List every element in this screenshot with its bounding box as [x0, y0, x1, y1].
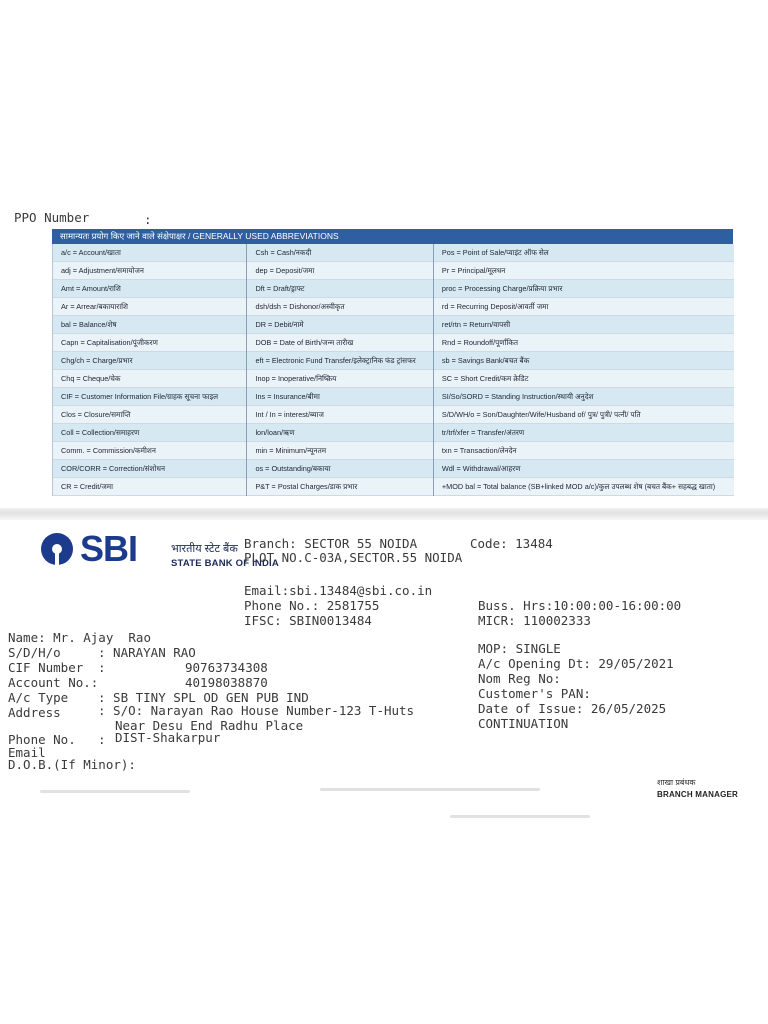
- abbreviation-cell: Capn = Capitalisation/पूंजीकरण: [53, 334, 246, 352]
- abbreviation-cell: Ins = Insurance/बीमा: [247, 388, 432, 406]
- cif-value: 90763734308: [185, 660, 268, 675]
- relation-value: : NARAYAN RAO: [98, 645, 196, 660]
- abbreviations-header: सामान्यतः प्रयोग किए जाने वाले संक्षेपाक्षर / GENERALLY USED ABBREVIATIONS: [52, 229, 733, 244]
- customer-pan: Customer's PAN:: [478, 686, 591, 701]
- abbreviation-cell: dsh/dsh = Dishonor/अस्वीकृत: [247, 298, 432, 316]
- abbreviation-cell: sb = Savings Bank/बचत बैंक: [434, 352, 734, 370]
- abbreviation-cell: S/D/WH/o = Son/Daughter/Wife/Husband of/ पुत्र/ पुत्री/ पत्नी/ पति: [434, 406, 734, 424]
- abbreviation-cell: Pr = Principal/मूलधन: [434, 262, 734, 280]
- sbi-logo-icon: [40, 532, 74, 566]
- continuation-note: CONTINUATION: [478, 716, 569, 731]
- abbreviations-column-2: [246, 244, 432, 496]
- abbreviation-cell: Chq = Cheque/चेक: [53, 370, 246, 388]
- abbreviation-cell: DR = Debit/नामे: [247, 316, 432, 334]
- phone-label: Phone No.: [8, 732, 76, 747]
- abbreviation-cell: lon/loan/ऋण: [247, 424, 432, 442]
- abbreviation-cell: Pos = Point of Sale/प्वाइंट ऑफ सेल: [434, 244, 734, 262]
- date-of-issue: Date of Issue: 26/05/2025: [478, 701, 667, 716]
- abbreviation-cell: Ar = Arrear/बकायाराशि: [53, 298, 246, 316]
- abbreviation-cell: Inop = Inoperative/निष्क्रिय: [247, 370, 432, 388]
- account-opening-date: A/c Opening Dt: 29/05/2021: [478, 656, 674, 671]
- branch-code: Code: 13484: [470, 536, 553, 551]
- bank-name-english: STATE BANK OF INDIA: [171, 558, 279, 569]
- email-label: Email: [8, 745, 46, 760]
- account-number-value: 40198038870: [185, 675, 268, 690]
- dob-label: D.O.B.(If Minor):: [8, 757, 136, 772]
- abbreviation-cell: bal = Balance/शेष: [53, 316, 246, 334]
- print-smudge: [450, 815, 590, 818]
- abbreviation-cell: Dft = Draft/ड्राफ्ट: [247, 280, 432, 298]
- abbreviations-column-1: [53, 244, 246, 496]
- abbreviation-cell: eft = Electronic Fund Transfer/इलेक्ट्रानिक फंड ट्रांसफर: [247, 352, 432, 370]
- abbreviation-cell: CIF = Customer Information File/ग्राहक सूचना फाइल: [53, 388, 246, 406]
- abbreviation-cell: SC = Short Credit/कम क्रेडिट: [434, 370, 734, 388]
- abbreviation-cell: adj = Adjustment/समायोजन: [53, 262, 246, 280]
- print-smudge: [40, 790, 190, 793]
- abbreviation-cell: Rnd = Roundoff/पूर्णांकित: [434, 334, 734, 352]
- business-hours: Buss. Hrs:10:00:00-16:00:00: [478, 598, 682, 613]
- abbreviation-cell: P&T = Postal Charges/डाक प्रभार: [247, 478, 432, 496]
- customer-name: Name: Mr. Ajay Rao: [8, 630, 151, 645]
- paper-fold: [0, 508, 768, 520]
- abbreviations-table: [52, 244, 734, 496]
- abbreviation-cell: Clos = Closure/समाप्ति: [53, 406, 246, 424]
- branch-micr: MICR: 110002333: [478, 613, 591, 628]
- abbreviation-cell: rd = Recurring Deposit/आवर्ती जमा: [434, 298, 734, 316]
- address-label: Address: [8, 705, 61, 720]
- branch-phone: Phone No.: 2581755: [244, 598, 380, 613]
- abbreviation-cell: +MOD bal = Total balance (SB+linked MOD a/c)/कुल उपलब्ध शेष (बचत बैंक+ सहबद्ध खाता): [434, 478, 734, 496]
- bank-name-hindi: भारतीय स्टेट बैंक: [171, 543, 238, 555]
- abbreviation-cell: txn = Transaction/लेनदेन: [434, 442, 734, 460]
- address-line-1: : S/O: Narayan Rao House Number-123 T-Huts: [98, 703, 415, 718]
- abbreviation-cell: tr/trf/xfer = Transfer/अंतरण: [434, 424, 734, 442]
- abbreviation-cell: CR = Credit/जमा: [53, 478, 246, 496]
- phone-colon: :: [98, 732, 106, 747]
- account-type-label: A/c Type: [8, 690, 69, 705]
- branch-email: Email:sbi.13484@sbi.co.in: [244, 583, 433, 598]
- address-line-2: Near Desu End Radhu Place: [115, 718, 304, 733]
- mode-of-operation: MOP: SINGLE: [478, 641, 561, 656]
- abbreviation-cell: Chg/ch = Charge/प्रभार: [53, 352, 246, 370]
- abbreviation-cell: COR/CORR = Correction/संशोधन: [53, 460, 246, 478]
- abbreviation-cell: Amt = Amount/राशि: [53, 280, 246, 298]
- branch-ifsc: IFSC: SBIN0013484: [244, 613, 372, 628]
- abbreviation-cell: SI/So/SORD = Standing Instruction/स्थायी अनुदेश: [434, 388, 734, 406]
- abbreviation-cell: Coll = Collection/समाहरण: [53, 424, 246, 442]
- account-number-label: Account No.:: [8, 675, 99, 690]
- branch-manager-hindi: शाखा प्रबंधक: [657, 778, 696, 787]
- abbreviations-column-3: [433, 244, 734, 496]
- abbreviation-cell: Wdl = Withdrawal/आहरण: [434, 460, 734, 478]
- ppo-number-label: PPO Number: [14, 210, 90, 225]
- abbreviation-cell: os = Outstanding/बकाया: [247, 460, 432, 478]
- print-smudge: [320, 788, 540, 791]
- nomination-reg-number: Nom Reg No:: [478, 671, 561, 686]
- branch-manager-label: BRANCH MANAGER: [657, 790, 739, 799]
- cif-colon: :: [98, 660, 106, 675]
- abbreviation-cell: DOB = Date of Birth/जन्म तारीख: [247, 334, 432, 352]
- abbreviation-cell: proc = Processing Charge/प्रक्रिया प्रभार: [434, 280, 734, 298]
- abbreviation-cell: min = Minimum/न्यूनतम: [247, 442, 432, 460]
- abbreviation-cell: dep = Deposit/जमा: [247, 262, 432, 280]
- abbreviation-cell: ret/rtn = Return/वापसी: [434, 316, 734, 334]
- abbreviation-cell: Int / In = interest/ब्याज: [247, 406, 432, 424]
- abbreviation-cell: a/c = Account/खाता: [53, 244, 246, 262]
- abbreviation-cell: Csh = Cash/नकदी: [247, 244, 432, 262]
- address-line-3: DIST-Shakarpur: [115, 730, 221, 745]
- branch-name: Branch: SECTOR 55 NOIDA: [244, 536, 418, 551]
- ppo-number-colon: :: [144, 212, 152, 227]
- branch-address: PLOT NO.C-03A,SECTOR.55 NOIDA: [244, 550, 463, 565]
- abbreviation-cell: Comm. = Commission/कमीशन: [53, 442, 246, 460]
- sbi-logo-text: SBI: [80, 528, 138, 569]
- relation-label: S/D/H/o: [8, 645, 61, 660]
- cif-label: CIF Number: [8, 660, 84, 675]
- account-type-value: : SB TINY SPL OD GEN PUB IND: [98, 690, 309, 705]
